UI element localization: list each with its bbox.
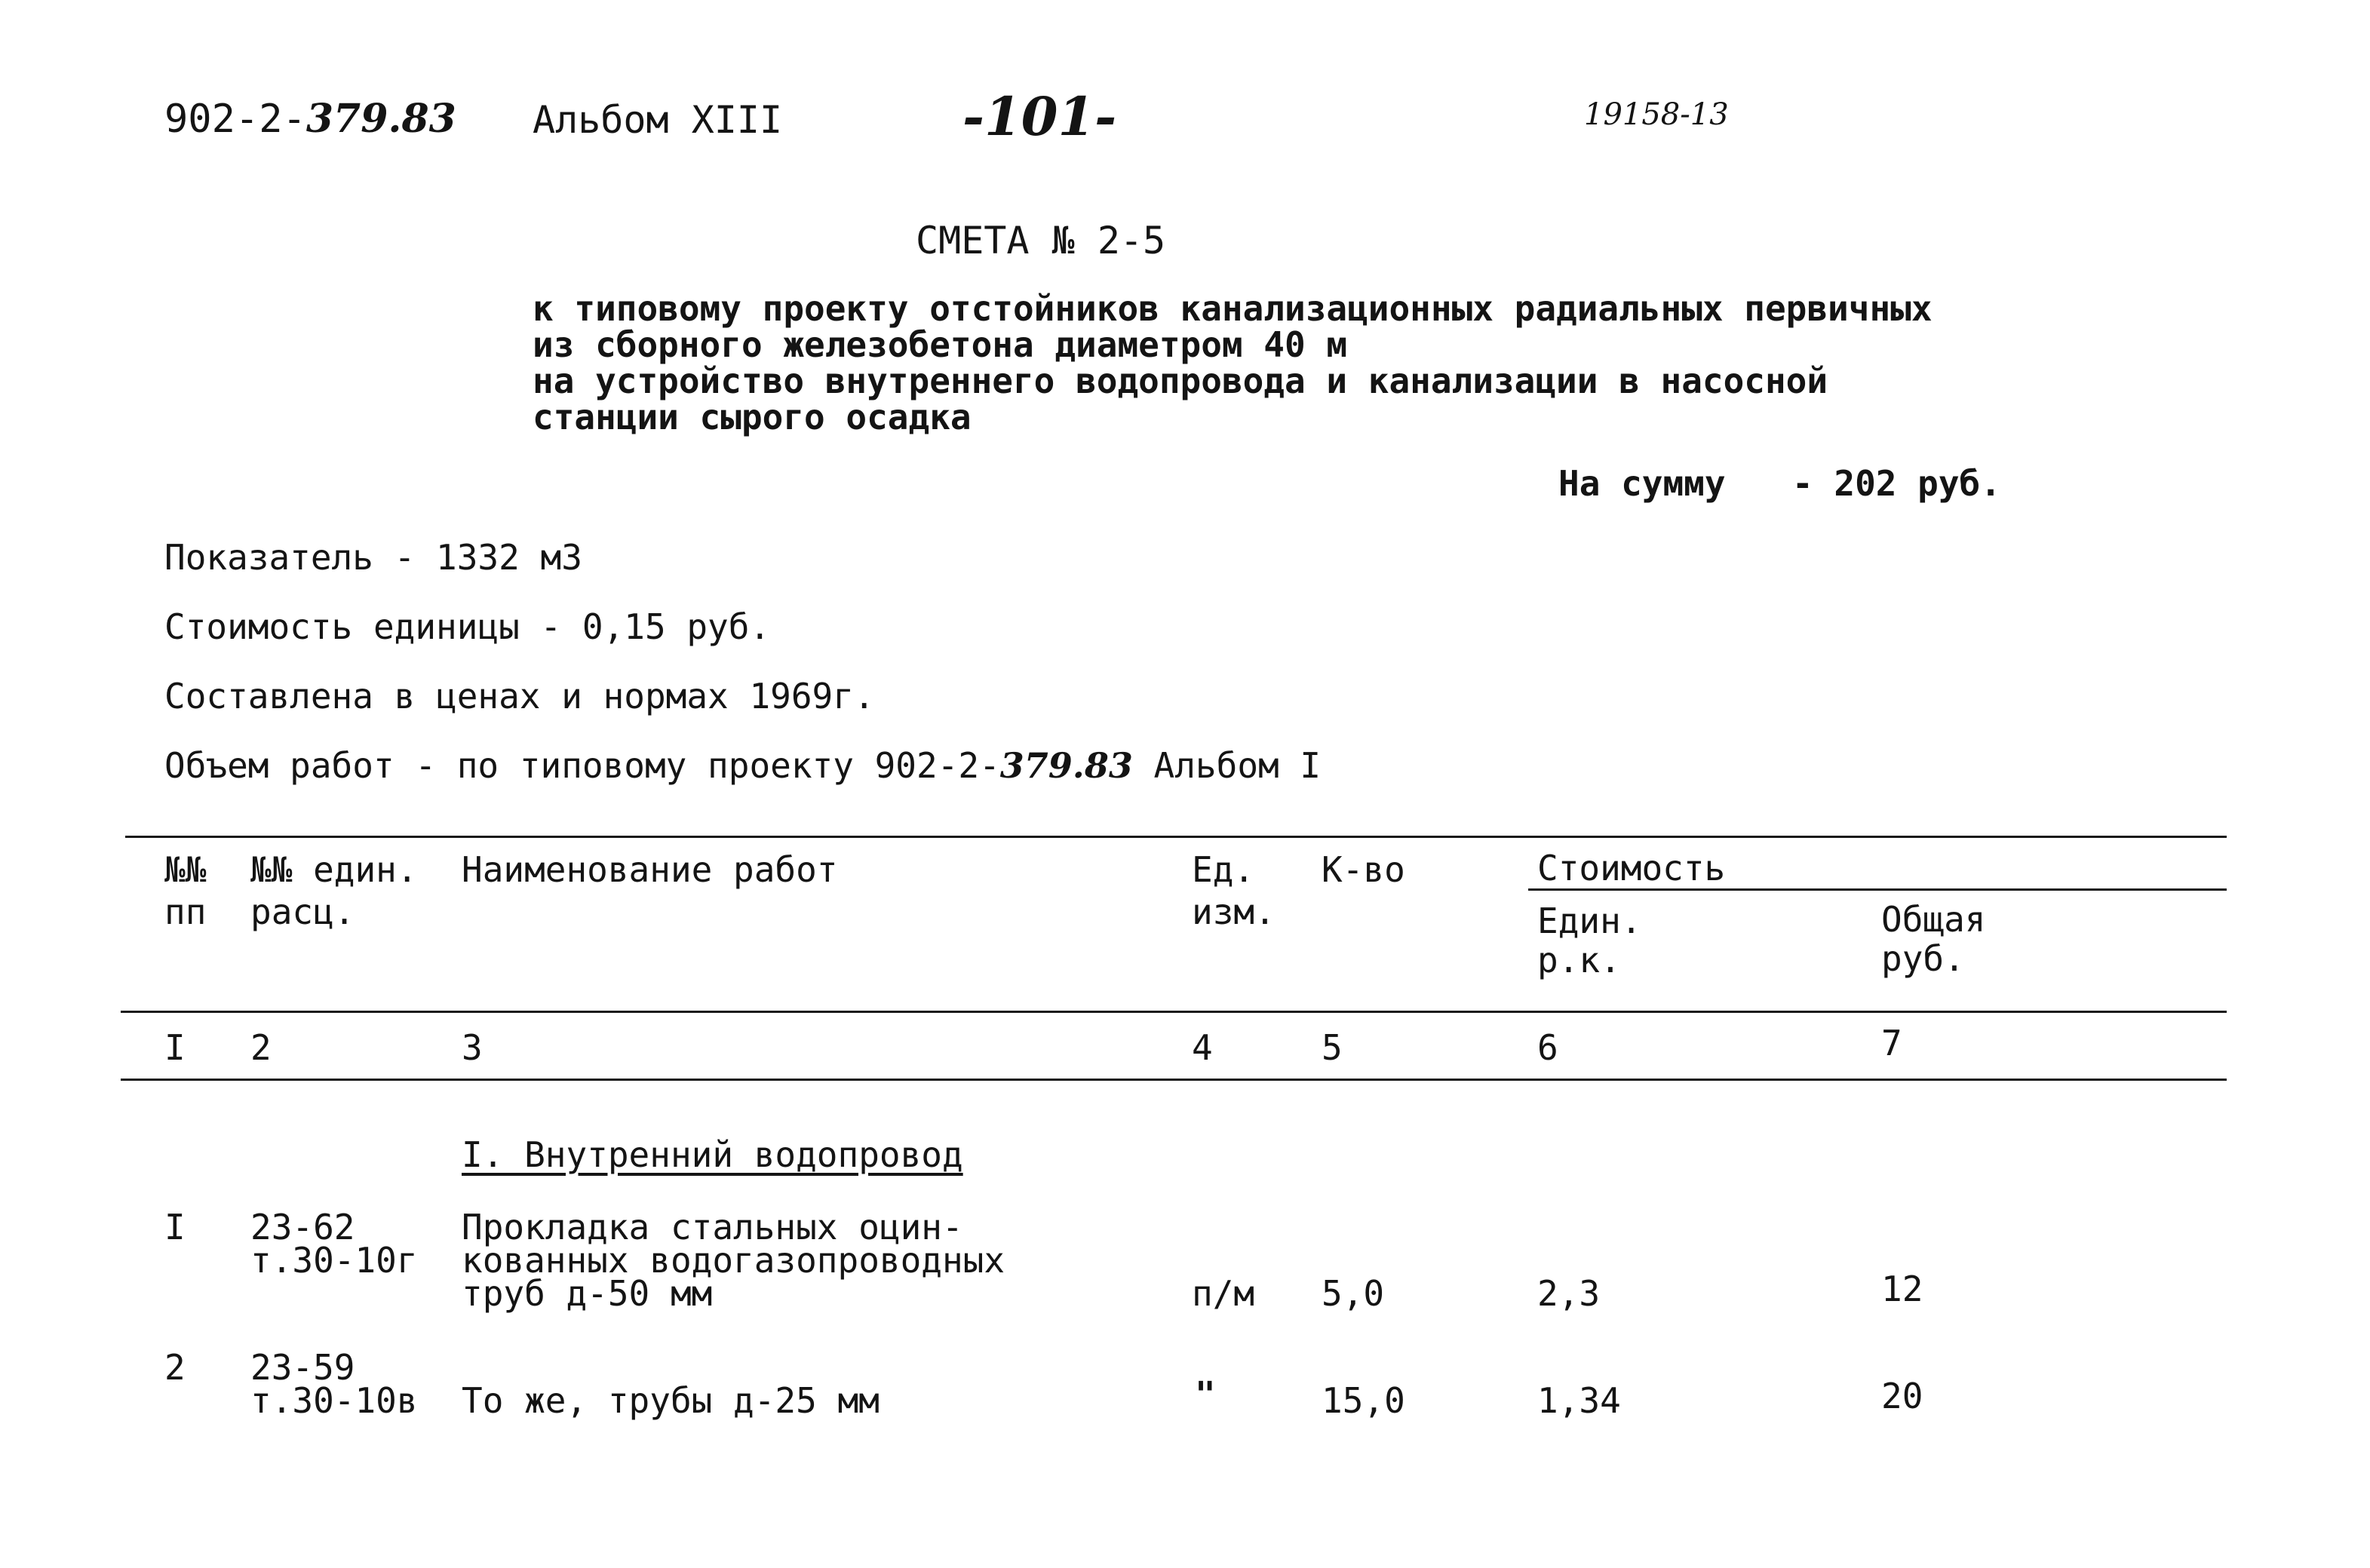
work-name-line1: То же, трубы д-25 мм bbox=[462, 1380, 880, 1421]
description-line-2: из сборного железобетона диаметром 40 м bbox=[533, 324, 1348, 365]
numbers-bottom-rule bbox=[121, 1079, 2227, 1081]
rate-code-line2: т.30-10г bbox=[250, 1240, 418, 1281]
quantity: 5,0 bbox=[1322, 1273, 1385, 1314]
rate-code-line2: т.30-10в bbox=[250, 1380, 418, 1421]
project-code: 902-2-379.83 bbox=[164, 96, 456, 142]
rate-code-line1: 23-62 bbox=[250, 1207, 355, 1247]
column-number-4: 4 bbox=[1192, 1027, 1213, 1068]
description-line-4: станции сырого осадка bbox=[533, 397, 972, 437]
row-number: 2 bbox=[164, 1347, 186, 1388]
header-col1-line2: пп bbox=[164, 891, 207, 932]
column-number-3: 3 bbox=[462, 1027, 483, 1068]
table-top-rule bbox=[125, 836, 2227, 838]
row-number: I bbox=[164, 1207, 186, 1247]
header-col2-line2: расц. bbox=[250, 891, 355, 932]
estimate-heading: СМЕТА № 2-5 bbox=[916, 219, 1166, 262]
unit-cost: 2,3 bbox=[1537, 1273, 1601, 1314]
header-col2-line1: №№ един. bbox=[250, 849, 418, 890]
header-col6-line2: р.к. bbox=[1537, 940, 1621, 980]
indicator-line: Показатель - 1332 м3 bbox=[164, 537, 582, 578]
column-number-2: 2 bbox=[250, 1027, 272, 1068]
column-number-6: 6 bbox=[1537, 1027, 1558, 1068]
total-cost: 20 bbox=[1881, 1376, 1923, 1416]
total-label: На сумму bbox=[1558, 463, 1726, 504]
description-line-1: к типовому проекту отстойников канализационных радиальных первичных bbox=[533, 288, 1933, 329]
work-name-line1: Прокладка стальных оцин- bbox=[462, 1207, 963, 1247]
work-name-line2: кованных водогазопроводных bbox=[462, 1240, 1005, 1281]
registration-number: 19158-13 bbox=[1584, 97, 1729, 132]
header-col4-line2: изм. bbox=[1192, 891, 1276, 932]
header-bottom-rule bbox=[121, 1011, 2227, 1013]
cost-group-rule bbox=[1528, 888, 2227, 891]
column-number-1: I bbox=[164, 1027, 186, 1068]
header-col4-line1: Ед. bbox=[1192, 849, 1255, 890]
header-col7-line2: руб. bbox=[1881, 938, 1965, 979]
header-cost-group: Стоимость bbox=[1537, 848, 1726, 888]
unit-cost-line: Стоимость единицы - 0,15 руб. bbox=[164, 606, 771, 647]
quantity: 15,0 bbox=[1322, 1380, 1405, 1421]
page-number: -101- bbox=[962, 85, 1117, 148]
column-number-5: 5 bbox=[1322, 1027, 1343, 1068]
album-label: Альбом XIII bbox=[533, 98, 783, 142]
header-col3: Наименование работ bbox=[462, 849, 838, 890]
description-line-3: на устройство внутреннего водопровода и канализации в насосной bbox=[533, 361, 1828, 401]
total-value: - 202 руб. bbox=[1792, 463, 2001, 504]
section-title: I. Внутренний водопровод bbox=[462, 1134, 963, 1175]
column-number-7: 7 bbox=[1881, 1023, 1902, 1063]
rate-code-line1: 23-59 bbox=[250, 1347, 355, 1388]
total-cost: 12 bbox=[1881, 1269, 1923, 1309]
header-col5: К-во bbox=[1322, 849, 1405, 890]
header-col1-line1: №№ bbox=[164, 849, 207, 890]
unit: " bbox=[1195, 1374, 1216, 1415]
prices-line: Составлена в ценах и нормах 1969г. bbox=[164, 676, 875, 716]
unit-cost: 1,34 bbox=[1537, 1380, 1621, 1421]
work-name-line3: труб д-50 мм bbox=[462, 1273, 713, 1314]
header-col6-line1: Един. bbox=[1537, 901, 1642, 941]
header-col7-line1: Общая bbox=[1881, 899, 1986, 940]
volume-line: Объем работ - по типовому проекту 902-2-379.83 Альбом I bbox=[164, 745, 1322, 786]
unit: п/м bbox=[1192, 1273, 1255, 1314]
